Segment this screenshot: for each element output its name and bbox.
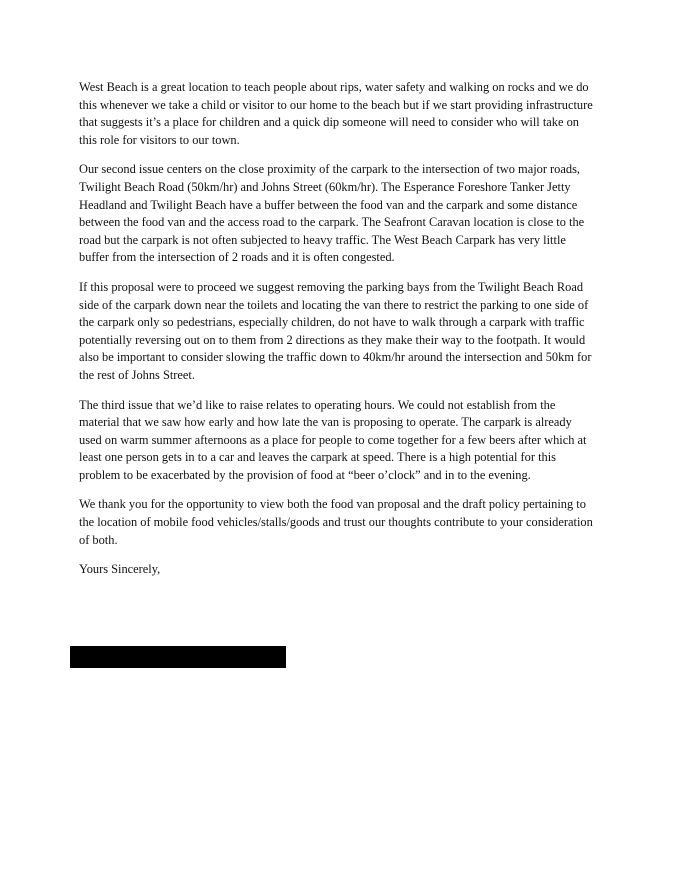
paragraph-carpark-proximity: Our second issue centers on the close proximity of the carpark to the intersection of two major roads, Twilight Beach Road (50km/hr) and Johns Street (60km/hr). The Esperance Foreshore Tanker Jetty Headland and Twilight Beach have a buffer between the food van and the carpark and some distance between the food van and the access road to the carpark. The Seafront Caravan location is close to the road but the carpark is not often subjected to heavy traffic. The West Beach Carpark has very little buffer from the intersection of 2 roads and it is often congested. (79, 162, 585, 265)
paragraph-thanks: We thank you for the opportunity to view both the food van proposal and the draft policy pertaining to the location of mobile food vehicles/stalls/goods and trust our thoughts contribute to your consideration of both. (79, 497, 593, 547)
paragraph-parking-proposal: If this proposal were to proceed we suggest removing the parking bays from the Twilight Beach Road side of the carpark down near the toilets and locating the van there to restrict the parking to one side of the carpark only so pedestrians, especially children, do not have to walk through a carpark with traffic potentially reversing out on to them from 2 directions as they make their way to the footpath. It would also be important to consider slowing the traffic down to 40km/hr around the intersection and 50km for the rest of Johns Street. (79, 279, 592, 382)
letter-body (79, 79, 594, 579)
closing-salutation: Yours Sincerely, (79, 562, 161, 577)
paragraph-operating-hours: The third issue that we’d like to raise relates to operating hours. We could not establish from the material that we saw how early and how late the van is proposing to operate. The carpark is already used on warm summer afternoons as a place for people to come together for a few beers after which at least one person gets in to a car and leaves the carpark at speed. There is a high potential for this problem to be exacerbated by the provision of food at “beer o’clock” and in to the evening. (79, 397, 587, 482)
redacted-signature (70, 646, 286, 668)
paragraph-water-safety: West Beach is a great location to teach people about rips, water safety and walking on rocks and we do this whenever we take a child or visitor to our home to the beach but if we start providing infrastructure that suggests it’s a place for children and a quick dip someone will need to consider who will take on this role for visitors to our town. (79, 80, 593, 147)
